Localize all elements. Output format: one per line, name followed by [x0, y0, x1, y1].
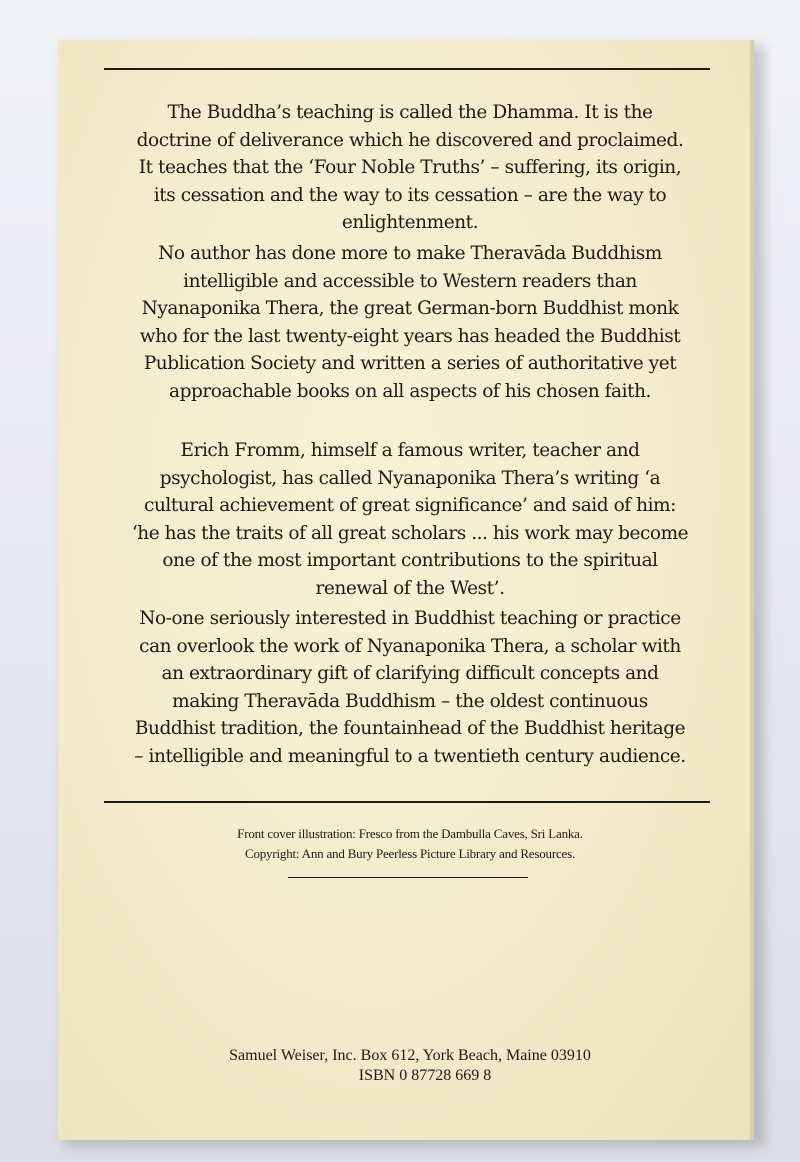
text-line: It teaches that the ‘Four Noble Truths’ – suffering, its origin, — [138, 157, 682, 178]
cover-illustration-credit: Front cover illustration: Fresco from the Dambulla Caves, Sri Lanka. — [237, 826, 583, 841]
top-rule — [104, 68, 710, 70]
text-line: enlightenment. — [341, 212, 479, 233]
text-line: doctrine of deliverance which he discovered and proclaimed. — [136, 129, 684, 151]
text-line: one of the most important contributions to the spiritual — [162, 550, 658, 571]
text-line: renewal of the West’. — [315, 577, 505, 599]
isbn: ISBN 0 87728 669 8 — [358, 1067, 492, 1084]
text-line: approachable books on all aspects of his chosen faith. — [169, 380, 651, 402]
text-line: can overlook the work of Nyanaponika Thera, a scholar with — [139, 635, 681, 657]
text-line: psychologist, has called Nyanaponika Thera’s writing ‘a — [159, 467, 661, 489]
text-line: making Theravāda Buddhism – the oldest continuous — [172, 690, 648, 712]
text-line: No-one seriously interested in Buddhist teaching or practice — [139, 608, 681, 629]
text-line: The Buddha’s teaching is called the Dhamma. It is the — [167, 102, 653, 123]
text-line: cultural achievement of great significance’ and said of him: — [144, 495, 676, 516]
text-line: Erich Fromm, himself a famous writer, teacher and — [180, 440, 640, 461]
text-line: – intelligible and meaningful to a twentieth century audience. — [134, 745, 686, 767]
copyright-credit: Copyright: Ann and Bury Peerless Picture Library and Resources. — [244, 846, 576, 861]
text-line: ‘he has the traits of all great scholars ... his work may become — [131, 522, 689, 544]
text-line: Publication Society and written a series of authoritative yet — [143, 353, 677, 374]
publisher-address: Samuel Weiser, Inc. Box 612, York Beach, Maine 03910 — [229, 1047, 591, 1064]
blurb-paragraph-author — [95, 240, 725, 405]
text-line: an extraordinary gift of clarifying difficult concepts and — [161, 663, 659, 684]
text-line: who for the last twenty-eight years has headed the Buddhist — [139, 325, 681, 347]
text-line: Buddhist tradition, the fountainhead of the Buddhist heritage — [134, 718, 686, 739]
text-line: No author has done more to make Theravāda Buddhism — [158, 243, 662, 264]
middle-rule — [104, 801, 710, 803]
blurb-paragraph-dhamma — [95, 99, 725, 237]
text-line: intelligible and accessible to Western readers than — [183, 270, 637, 292]
blurb-paragraph-recommendation — [95, 605, 725, 770]
publisher-block — [150, 1046, 670, 1086]
short-rule — [288, 877, 528, 878]
cover-credits — [150, 824, 670, 864]
text-line: Nyanaponika Thera, the great German-born Buddhist monk — [141, 298, 679, 319]
blurb-paragraph-fromm-quote — [95, 437, 725, 602]
text-line: its cessation and the way to its cessation – are the way to — [153, 184, 667, 206]
